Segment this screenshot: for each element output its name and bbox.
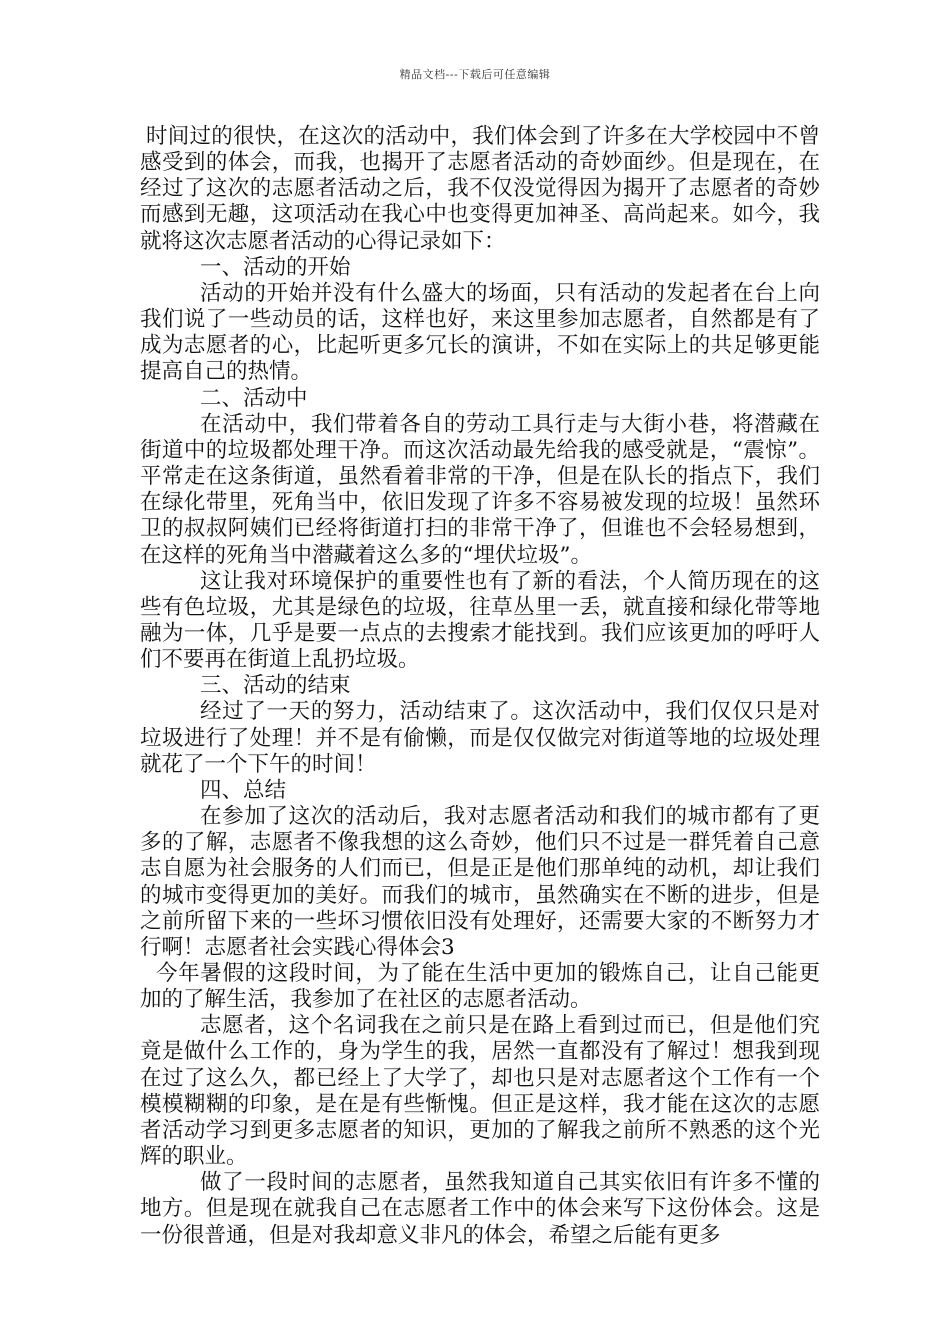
paragraph: 今年暑假的这段时间，为了能在生活中更加的锻炼自己，让自己能更加的了解生活，我参加了在社区的志愿者活动。 (140, 961, 820, 1013)
paragraph: 在活动中，我们带着各自的劳动工具行走与大街小巷，将潜藏在街道中的垃圾都处理干净。而这次活动最先给我的感受就是，“震惊”。平常走在这条街道，虽然看着非常的干净，但是在队长的指点下，我们在绿化带里，死角当中，依旧发现了许多不容易被发现的垃圾！虽然环卫的叔叔阿姨们已经将街道打扫的非常干净了，但谁也不会轻易想到，在这样的死角当中潜藏着这么多的“埋伏垃圾”。 (140, 411, 820, 568)
paragraph: 在参加了这次的活动后，我对志愿者活动和我们的城市都有了更多的了解，志愿者不像我想的这么奇妙，他们只不过是一群凭着自己意志自愿为社会服务的人们而已，但是正是他们那单纯的动机，却让我们的城市变得更加的美好。而我们的城市，虽然确实在不断的进步，但是之前所留下来的一些坏习惯依旧没有处理好，还需要大家的不断努力才行啊！志愿者社会实践心得体会3 (140, 804, 820, 960)
section-heading: 四、总结 (200, 777, 287, 803)
section-heading: 三、活动的结束 (200, 673, 351, 699)
page-header: 精品文档---下载后可任意编辑 (399, 68, 551, 81)
paragraph: 做了一段时间的志愿者，虽然我知道自己其实依旧有许多不懂的地方。但是现在就我自己在志愿者工作中的体会来写下这份体会。这是一份很普通，但是对我却意义非凡的体会，希望之后能有更多 (140, 1170, 820, 1248)
document-body (140, 124, 820, 1249)
paragraph: 经过了一天的努力，活动结束了。这次活动中，我们仅仅只是对垃圾进行了处理！并不是有偷懒，而是仅仅做完对街道等地的垃圾处理就花了一个下午的时间！ (140, 699, 820, 777)
paragraph: 时间过的很快，在这次的活动中，我们体会到了许多在大学校园中不曾感受到的体会，而我，也揭开了志愿者活动的奇妙面纱。但是现在，在经过了这次的志愿者活动之后，我不仅没觉得因为揭开了志愿者的奇妙而感到无趣，这项活动在我心中也变得更加神圣、高尚起来。如今，我就将这次志愿者活动的心得记录如下： (140, 124, 820, 254)
section-heading: 一、活动的开始 (200, 254, 351, 280)
paragraph: 志愿者，这个名词我在之前只是在路上看到过而已，但是他们究竟是做什么工作的，身为学生的我，居然一直都没有了解过！想我到现在过了这么久，都已经上了大学了，却也只是对志愿者这个工作有一个模模糊糊的印象，是在是有些惭愧。但正是这样，我才能在这次的志愿者活动学习到更多志愿者的知识，更加的了解我之前所不熟悉的这个光辉的职业。 (140, 1013, 820, 1170)
section-heading: 二、活动中 (200, 385, 308, 411)
paragraph: 活动的开始并没有什么盛大的场面，只有活动的发起者在台上向我们说了一些动员的话，这样也好，来这里参加志愿者，自然都是有了成为志愿者的心，比起听更多冗长的演讲，不如在实际上的共足够更能提高自己的热情。 (140, 280, 820, 385)
paragraph: 这让我对环境保护的重要性也有了新的看法，个人简历现在的这些有色垃圾，尤其是绿色的垃圾，往草丛里一丢，就直接和绿化带等地融为一体，几乎是要一点点的去搜索才能找到。我们应该更加的呼吁人们不要再在街道上乱扔垃圾。 (140, 568, 820, 673)
